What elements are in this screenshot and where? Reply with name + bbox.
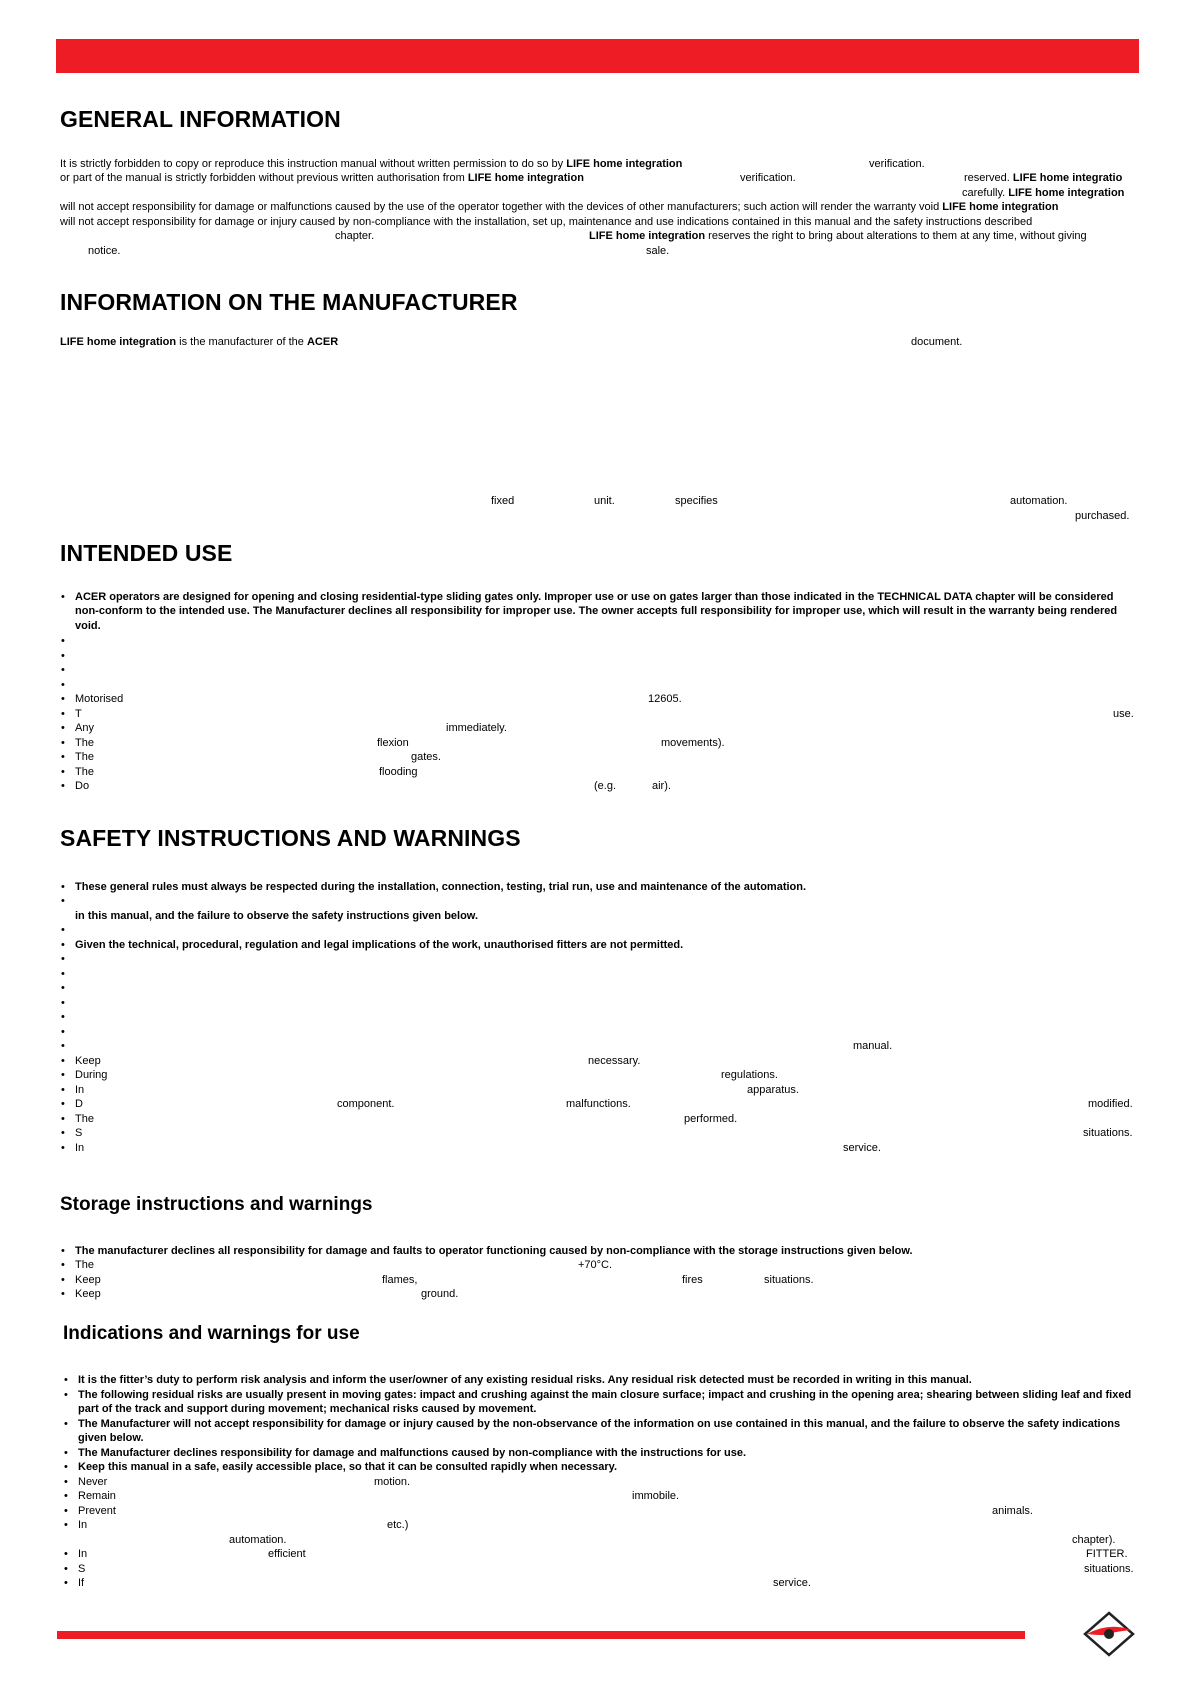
manufacturer-word: automation. (1010, 495, 1068, 507)
storage-item: The (75, 1259, 94, 1271)
use-word: motion. (374, 1476, 411, 1488)
bullet: • (64, 1374, 68, 1386)
safety-word: necessary. (588, 1055, 641, 1067)
general-line-6: LIFE home integration reserves the right to bring about alterations to them at any time, without giving (589, 230, 1087, 242)
bullet: • (61, 982, 65, 994)
bullet: • (61, 1098, 65, 1110)
safety-word: regulations. (721, 1069, 778, 1081)
safety-item: These general rules must always be respected during the installation, connection, testing, trial run, use and maintenance of the automation. (75, 881, 807, 893)
storage-word: +70°C. (578, 1259, 613, 1271)
bullet: • (61, 1245, 65, 1257)
safety-item: In (75, 1142, 85, 1154)
manufacturer-word: specifies (675, 495, 718, 507)
section-title-safety: SAFETY INSTRUCTIONS AND WARNINGS (60, 825, 521, 851)
use-word: efficient (268, 1548, 306, 1560)
bullet: • (61, 1259, 65, 1271)
section-title-storage: Storage instructions and warnings (60, 1194, 373, 1215)
bullet: • (61, 1069, 65, 1081)
section-title-intended-use: INTENDED USE (60, 540, 233, 566)
bullet: • (61, 895, 65, 907)
bullet: • (61, 1011, 65, 1023)
intended-item: Any (75, 722, 94, 734)
use-item: In (78, 1548, 88, 1560)
general-line-1: It is strictly forbidden to copy or reproduce this instruction manual without written permission to do so by LIFE home integration (60, 158, 683, 170)
use-item: The following residual risks are usually present in moving gates: impact and crushing against the main closure surface; impact and crushing in the opening area; shearing between sliding leaf and fixed part of the track and support during movement; mechanical risks caused by movement. (78, 1389, 1132, 1416)
intended-word: (e.g. (594, 780, 617, 792)
safety-item: During (75, 1069, 108, 1081)
use-word: chapter). (1072, 1534, 1116, 1546)
use-word: immobile. (632, 1490, 680, 1502)
safety-item: D (75, 1098, 83, 1110)
safety-word: modified. (1088, 1098, 1133, 1110)
bullet: • (61, 1127, 65, 1139)
intended-word: gates. (411, 751, 441, 763)
intended-item: The (75, 737, 94, 749)
manufacturer-word: purchased. (1075, 510, 1130, 522)
use-word: automation. (229, 1534, 287, 1546)
bullet: • (64, 1519, 68, 1531)
general-word: notice. (88, 245, 121, 257)
bullet: • (64, 1389, 68, 1401)
bullet: • (61, 1274, 65, 1286)
bullet: • (61, 693, 65, 705)
bullet: • (64, 1461, 68, 1473)
use-item: Prevent (78, 1505, 116, 1517)
intended-word: flooding (379, 766, 418, 778)
bullet: • (64, 1476, 68, 1488)
bullet: • (61, 751, 65, 763)
bullet: • (61, 1084, 65, 1096)
bullet: • (61, 1040, 65, 1052)
section-title-general: GENERAL INFORMATION (60, 106, 341, 132)
use-word: service. (773, 1577, 811, 1589)
bullet: • (61, 939, 65, 951)
storage-word: flames, (382, 1274, 418, 1286)
bullet: • (61, 881, 65, 893)
storage-item: Keep (75, 1288, 101, 1300)
manufacturer-line-1: LIFE home integration is the manufacturer of the ACER (60, 336, 339, 348)
intended-word: use. (1113, 708, 1134, 720)
bullet: • (61, 591, 65, 603)
storage-word: situations. (764, 1274, 814, 1286)
use-word: FITTER. (1086, 1548, 1128, 1560)
general-word: sale. (646, 245, 670, 257)
bullet: • (61, 780, 65, 792)
general-line-2: or part of the manual is strictly forbidden without previous written authorisation from LIFE home integration (60, 172, 584, 184)
use-item: The Manufacturer will not accept responsibility for damage or injury caused by the non-observance of the information on use contained in this manual, and the failure to observe the safety indications given below. (78, 1418, 1121, 1445)
use-item: S (78, 1563, 86, 1575)
use-word: etc.) (387, 1519, 409, 1531)
general-word: reserved. LIFE home integratio (964, 172, 1123, 184)
use-word: animals. (992, 1505, 1033, 1517)
bullet: • (61, 1055, 65, 1067)
bullet: • (61, 1288, 65, 1300)
intended-item: T (75, 708, 82, 720)
storage-item: Keep (75, 1274, 101, 1286)
footer-red-bar (57, 1631, 1025, 1639)
bullet: • (61, 1113, 65, 1125)
bullet: • (61, 708, 65, 720)
bullet: • (61, 679, 65, 691)
bullet: • (61, 722, 65, 734)
safety-word: malfunctions. (566, 1098, 631, 1110)
bullet: • (61, 997, 65, 1009)
manufacturer-word: unit. (594, 495, 615, 507)
bullet: • (64, 1490, 68, 1502)
safety-item: in this manual, and the failure to observe the safety instructions given below. (75, 910, 479, 922)
general-word: verification. (740, 172, 796, 184)
use-item: The Manufacturer declines responsibility for damage and malfunctions caused by non-compliance with the instructions for use. (78, 1447, 747, 1459)
safety-word: service. (843, 1142, 881, 1154)
safety-word: component. (337, 1098, 395, 1110)
safety-item: S (75, 1127, 83, 1139)
intended-word: movements). (661, 737, 725, 749)
safety-word: situations. (1083, 1127, 1133, 1139)
bullet: • (64, 1577, 68, 1589)
safety-word: manual. (853, 1040, 893, 1052)
use-item: Remain (78, 1490, 116, 1502)
bullet: • (61, 635, 65, 647)
manufacturer-word: document. (911, 336, 963, 348)
intended-word: immediately. (446, 722, 507, 734)
use-item: Never (78, 1476, 108, 1488)
use-item: Keep this manual in a safe, easily accessible place, so that it can be consulted rapidly when necessary. (78, 1461, 618, 1473)
manufacturer-word: fixed (491, 495, 515, 507)
bullet: • (64, 1447, 68, 1459)
safety-item: Given the technical, procedural, regulation and legal implications of the work, unauthorised fitters are not permitted. (75, 939, 684, 951)
storage-word: fires (682, 1274, 703, 1286)
use-item: It is the fitter’s duty to perform risk analysis and inform the user/owner of any existing residual risks. Any residual risk detected must be recorded in writing in this manual. (78, 1374, 972, 1386)
header-red-bar (56, 39, 1139, 73)
intended-item: Motorised (75, 693, 124, 705)
bullet: • (61, 1142, 65, 1154)
intended-word: flexion (377, 737, 409, 749)
use-word: situations. (1084, 1563, 1134, 1575)
use-item: In (78, 1519, 88, 1531)
storage-word: ground. (421, 1288, 459, 1300)
safety-item: The (75, 1113, 94, 1125)
intended-item: Do (75, 780, 90, 792)
bullet: • (64, 1548, 68, 1560)
bullet: • (61, 968, 65, 980)
bullet: • (61, 664, 65, 676)
intended-item: The (75, 751, 94, 763)
general-word: chapter. (335, 230, 375, 242)
use-item: If (78, 1577, 85, 1589)
intended-use-paragraph: ACER operators are designed for opening and closing residential-type sliding gates only. Improper use or use on gates larger than those indicated in the TECHNICAL DATA chapter will be considered non-conform to the intended use. The Manufacturer declines all responsibility for improper use. The owner accepts full responsibility for improper use, which will result in the warranty being rendered void. (75, 591, 1118, 632)
brand-logo-icon (1083, 1610, 1135, 1658)
safety-item: In (75, 1084, 85, 1096)
bullet: • (61, 737, 65, 749)
bullet: • (61, 953, 65, 965)
general-line-4: will not accept responsibility for damage or malfunctions caused by the use of the operator together with the devices of other manufacturers; such action will render the warranty void LIFE home integration (60, 201, 1059, 213)
bullet: • (61, 650, 65, 662)
bullet: • (64, 1418, 68, 1430)
bullet: • (61, 1026, 65, 1038)
intended-item: The (75, 766, 94, 778)
safety-word: apparatus. (747, 1084, 799, 1096)
bullet: • (61, 924, 65, 936)
section-title-use: Indications and warnings for use (63, 1323, 360, 1344)
bullet: • (64, 1505, 68, 1517)
bullet: • (61, 766, 65, 778)
intended-word: 12605. (648, 693, 682, 705)
general-line-5: will not accept responsibility for damage or injury caused by non-compliance with the installation, set up, maintenance and use indications contained in this manual and the safety instructions described (60, 216, 1033, 228)
intended-word: air). (652, 780, 671, 792)
section-title-manufacturer: INFORMATION ON THE MANUFACTURER (60, 289, 518, 315)
safety-word: performed. (684, 1113, 738, 1125)
general-word: verification. (869, 158, 925, 170)
general-word: carefully. LIFE home integration (962, 187, 1125, 199)
storage-item: The manufacturer declines all responsibility for damage and faults to operator functioning caused by non-compliance with the storage instructions given below. (75, 1245, 913, 1257)
bullet: • (64, 1563, 68, 1575)
safety-item: Keep (75, 1055, 101, 1067)
